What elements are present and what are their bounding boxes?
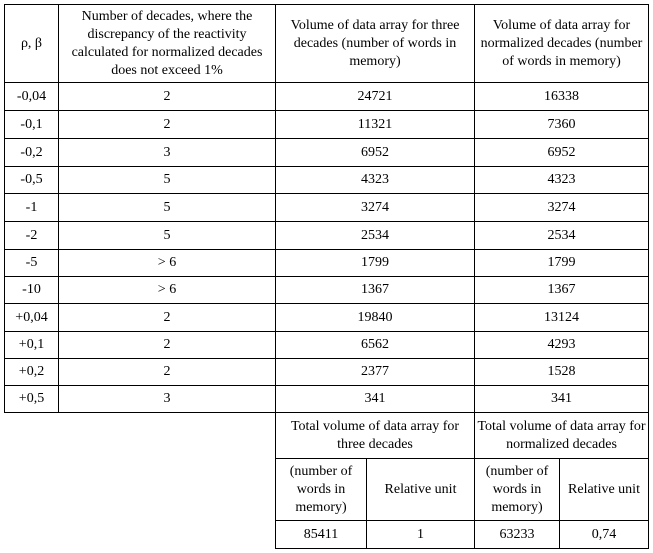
row-param: -0,5	[20, 172, 43, 187]
header-normalized: Volume of data array for normalized decades (number of words in memory)	[480, 17, 643, 69]
row-normalized: 13124	[544, 309, 579, 325]
header-three-decades: Volume of data array for three decades (number of words in memory)	[290, 17, 460, 69]
row-three: 1799	[361, 255, 389, 270]
row-three: 24721	[357, 88, 393, 104]
row-normalized: 4323	[547, 172, 576, 187]
totals-three-relative: 1	[417, 526, 424, 542]
totals-three-words: 85411	[303, 526, 339, 542]
totals-three-relative-label: Relative unit	[384, 481, 457, 497]
row-normalized: 1528	[547, 364, 576, 379]
row-decades: > 6	[157, 255, 177, 270]
totals-three-words-label: (number of words in memory)	[289, 463, 353, 515]
row-param: -1	[25, 199, 38, 215]
row-decades: 3	[163, 144, 171, 160]
row-param: -0,2	[20, 144, 43, 160]
row-param: -0,04	[16, 88, 47, 104]
border-bottom	[275, 548, 649, 549]
row-normalized: 4293	[547, 337, 576, 352]
row-three: 341	[364, 391, 386, 406]
row-decades: 2	[163, 116, 171, 132]
row-three: 6952	[361, 144, 389, 160]
row-param: +0,5	[18, 391, 45, 406]
row-decades: 2	[163, 364, 171, 379]
row-three: 11321	[357, 116, 393, 132]
row-param: -5	[25, 255, 38, 270]
row-three: 6562	[361, 337, 389, 352]
header-decades: Number of decades, where the discrepancy of the reactivity calculated for normalized decades does not exceed 1%	[71, 8, 263, 78]
row-three: 2534	[361, 227, 389, 243]
row-decades: 3	[163, 391, 171, 406]
totals-normalized-header: Total volume of data array for normalized decades	[477, 418, 646, 452]
row-normalized: 7360	[547, 116, 576, 132]
row-three: 19840	[357, 309, 393, 325]
header-param: ρ, β	[20, 35, 43, 51]
row-normalized: 1367	[547, 282, 576, 297]
row-decades: 2	[163, 88, 171, 104]
row-normalized: 6952	[547, 144, 576, 160]
row-three: 1367	[361, 282, 389, 297]
totals-normalized-relative-label: Relative unit	[568, 481, 640, 497]
row-param: +0,2	[18, 364, 45, 379]
row-normalized: 1799	[547, 255, 576, 270]
row-decades: > 6	[157, 282, 177, 297]
row-param: -2	[25, 227, 38, 243]
row-three: 3274	[361, 199, 389, 215]
border-right	[648, 4, 649, 549]
totals-three-header: Total volume of data array for three decades	[290, 418, 460, 452]
row-param: -10	[22, 282, 41, 297]
row-three: 2377	[361, 364, 389, 379]
row-decades: 2	[163, 309, 171, 325]
row-decades: 2	[163, 337, 171, 352]
row-param: +0,04	[15, 309, 48, 325]
row-decades: 5	[163, 199, 171, 215]
row-param: -0,1	[20, 116, 43, 132]
row-decades: 5	[163, 172, 171, 187]
row-decades: 5	[163, 227, 171, 243]
row-normalized: 341	[551, 391, 572, 406]
totals-normalized-words-label: (number of words in memory)	[485, 463, 549, 515]
row-normalized: 3274	[547, 199, 576, 215]
row-normalized: 16338	[544, 88, 579, 104]
totals-normalized-words: 63233	[499, 526, 535, 542]
row-three: 4323	[361, 172, 389, 187]
row-normalized: 2534	[547, 227, 576, 243]
totals-normalized-relative: 0,74	[591, 526, 617, 542]
row-param: +0,1	[18, 337, 45, 352]
